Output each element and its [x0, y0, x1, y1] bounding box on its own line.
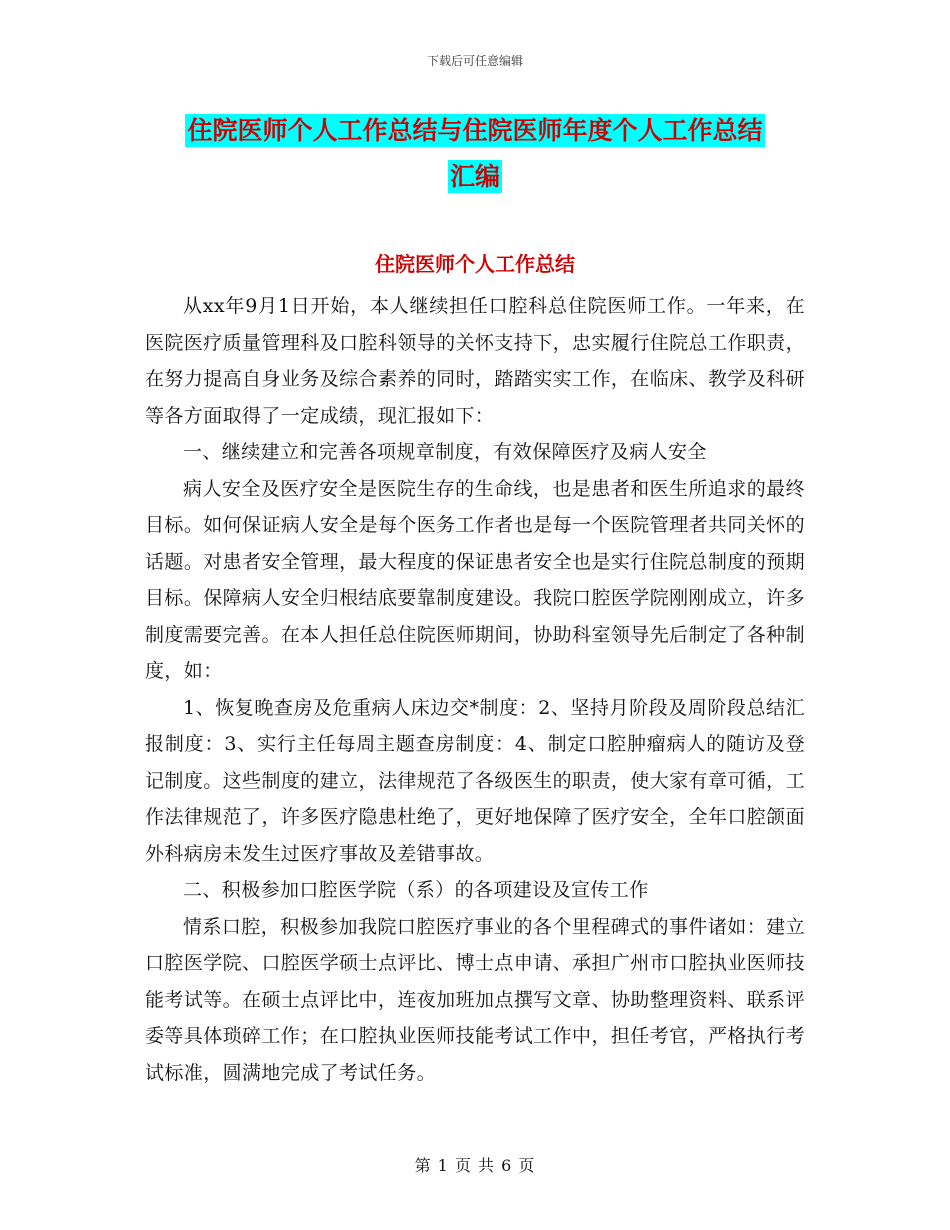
document-body [145, 288, 805, 1091]
paragraph-intro: 从xx年9月1日开始，本人继续担任口腔科总住院医师工作。一年来，在医院医疗质量管理科及口腔科领导的关怀支持下，忠实履行住院总工作职责，在努力提高自身业务及综合素养的同时，踏踏实实工作，在临床、教学及科研等各方面取得了一定成绩，现汇报如下： [145, 295, 805, 427]
header-note: 下载后可任意编辑 [426, 54, 523, 68]
document-title-line-2: 汇编 [449, 162, 500, 191]
section-title: 住院医师个人工作总结 [375, 252, 575, 276]
paragraph-safety: 病人安全及医疗安全是医院生存的生命线，也是患者和医生所追求的最终目标。如何保证病人安全是每个医务工作者也是每一个医院管理者共同关怀的话题。对患者安全管理，最大程度的保证患者安全也是实行住院总制度的预期目标。保障病人安全归根结底要靠制度建设。我院口腔医学院刚刚成立，许多制度需要完善。在本人担任总住院医师期间，协助科室领导先后制定了各种制度，如： [145, 477, 805, 682]
heading-section-1: 一、继续建立和完善各项规章制度，有效保障医疗及病人安全 [183, 441, 707, 463]
document-title [150, 108, 800, 200]
document-title-line-1: 住院医师个人工作总结与住院医师年度个人工作总结 [187, 116, 763, 145]
page-footer: 第 1 页 共 6 页 [414, 1156, 536, 1175]
paragraph-construction: 情系口腔，积极参加我院口腔医疗事业的各个里程碑式的事件诸如：建立口腔医学院、口腔医学硕士点评比、博士点申请、承担广州市口腔执业医师技能考试等。在硕士点评比中，连夜加班加点撰写文章、协助整理资料、联系评委等具体琐碎工作；在口腔执业医师技能考试工作中，担任考官，严格执行考试标准，圆满地完成了考试任务。 [145, 915, 805, 1084]
paragraph-rules-list: 1、恢复晚查房及危重病人床边交*制度：2、坚持月阶段及周阶段总结汇报制度：3、实行主任每周主题查房制度：4、制定口腔肿瘤病人的随访及登记制度。这些制度的建立，法律规范了各级医生的职责，使大家有章可循，工作法律规范了，许多医疗隐患杜绝了，更好地保障了医疗安全，全年口腔颌面外科病房未发生过医疗事故及差错事故。 [145, 696, 805, 865]
heading-section-2: 二、积极参加口腔医学院（系）的各项建设及宣传工作 [183, 879, 649, 901]
